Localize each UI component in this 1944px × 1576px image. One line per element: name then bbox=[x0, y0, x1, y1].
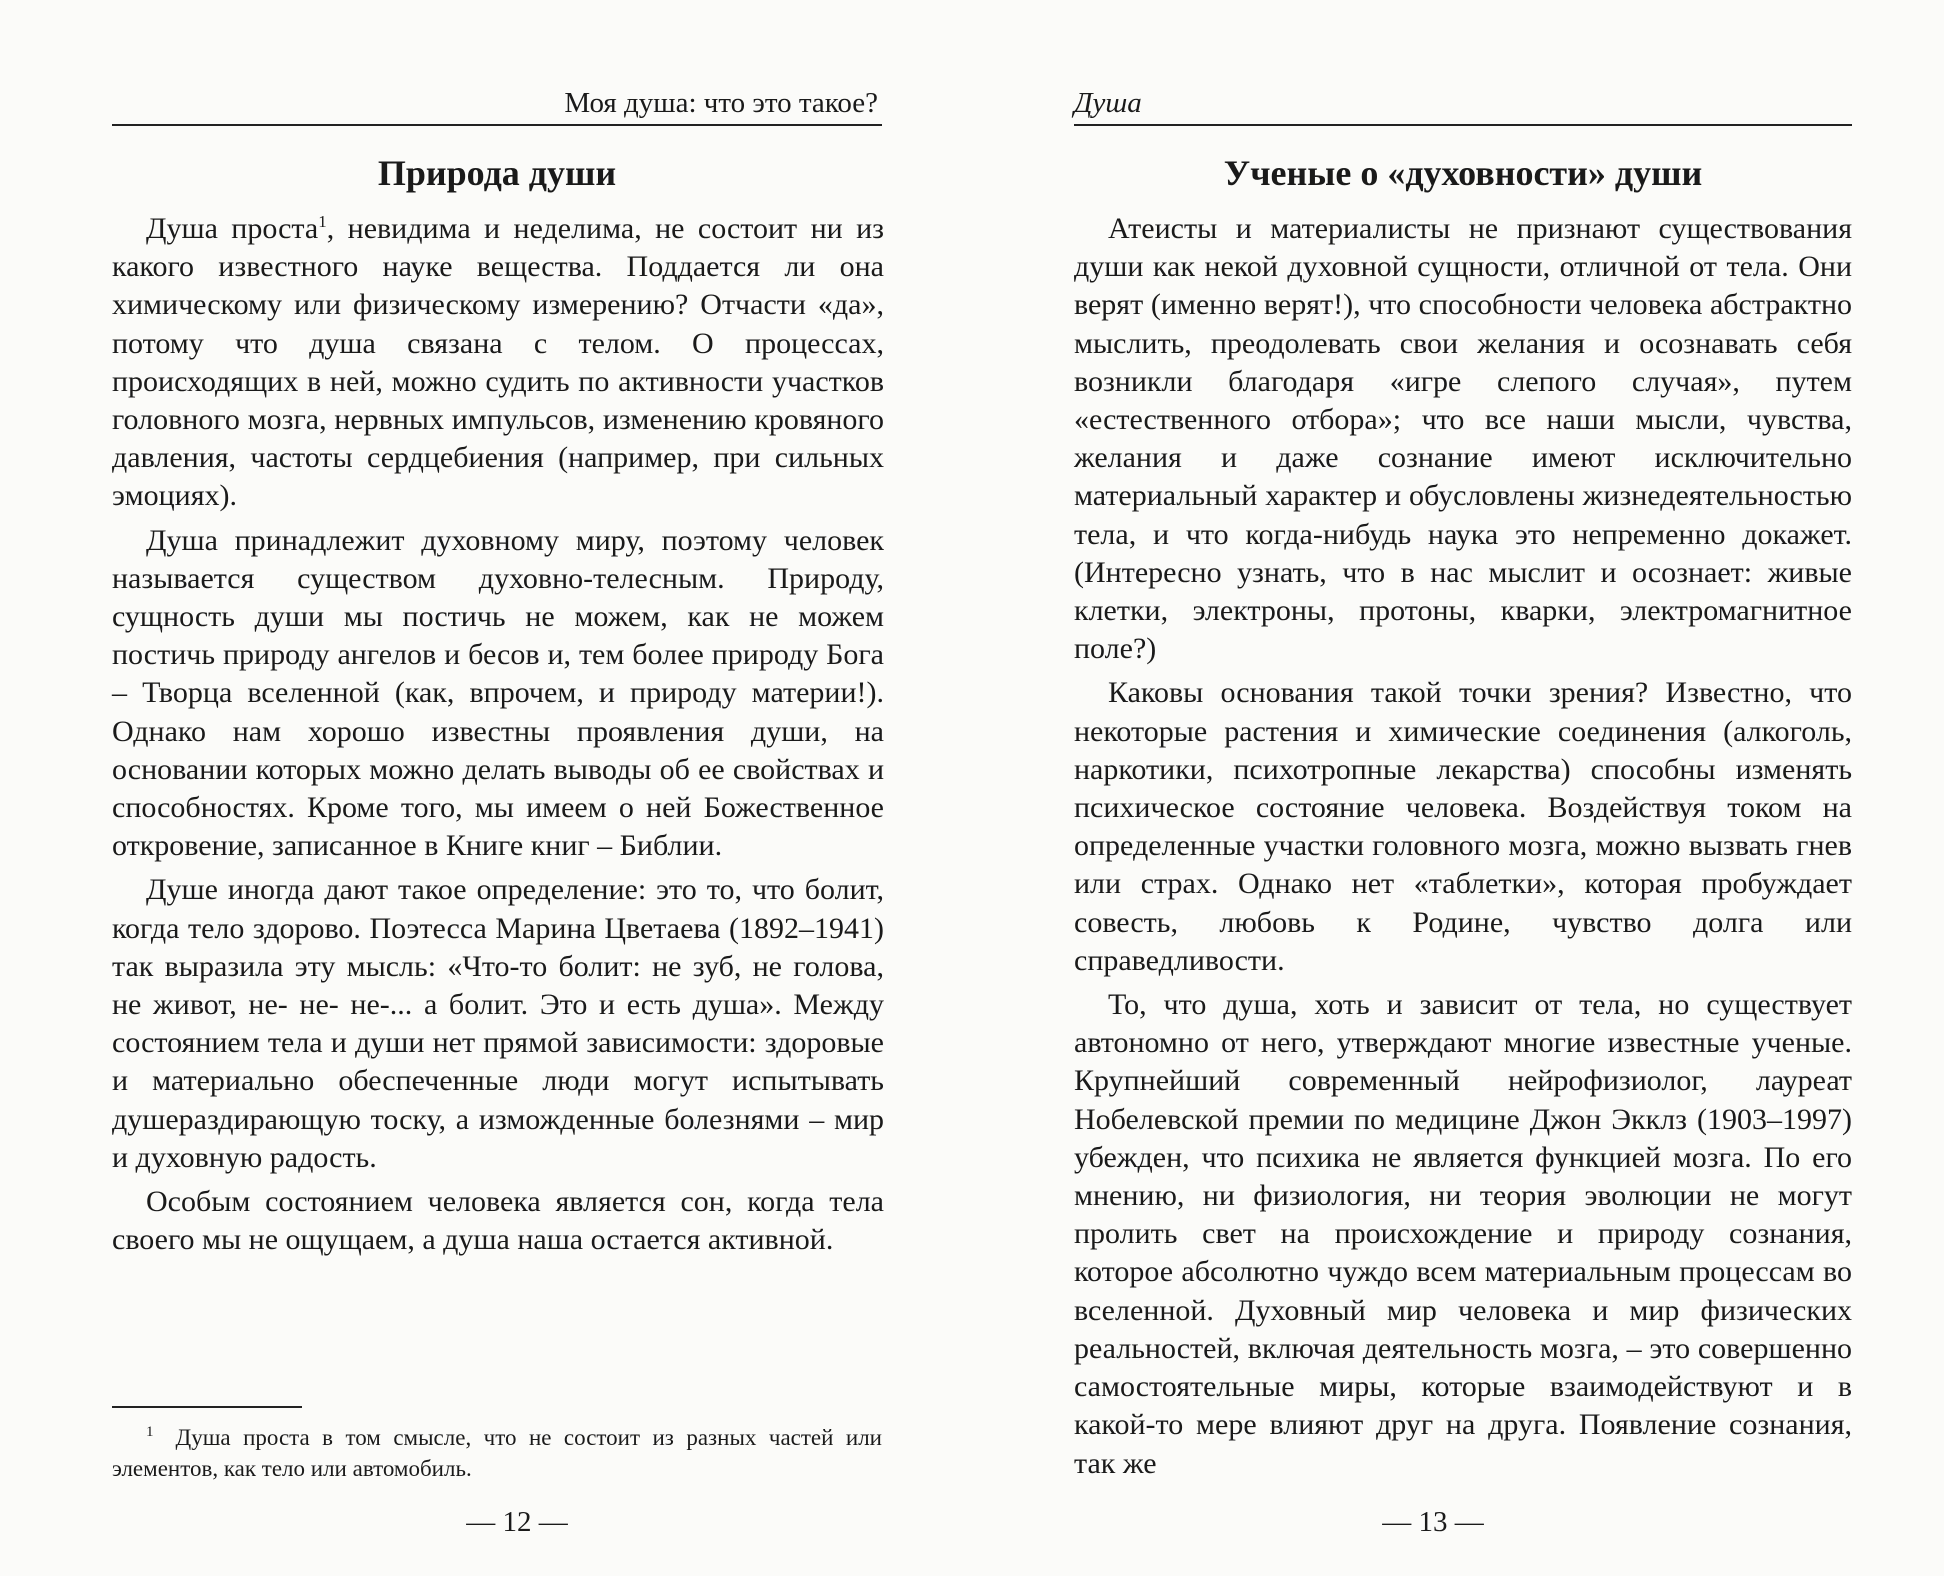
paragraph: Каковы основания такой точки зрения? Известно, что некоторые растения и химические соединения (алкоголь, наркотики, психотропные лекарства) способны изменять психическое состояние человека. Воздействуя током на определенные участки головного мозга, можно вызвать гнев или страх. Однако нет «таблетки», которая пробуждает совесть, любовь к Родине, чувство долга или справедливости. bbox=[1074, 676, 1852, 977]
footnote-divider bbox=[112, 1406, 302, 1408]
right-page bbox=[1074, 0, 1852, 1576]
chapter-title-left: Природа души bbox=[377, 153, 617, 193]
paragraph: Душе иногда дают такое определение: это то, что болит, когда тело здорово. Поэтесса Марина Цветаева (1892–1941) так выразила эту мысль: «Что-то болит: не зуб, не голова, не живот, не- не- не-... а болит. Это и есть душа». Между состоянием тела и души нет прямой зависимости: здоровые и материально обеспеченные люди могут испытывать душераздирающую тоску, а изможденные болезнями – мир и духовную радость. bbox=[112, 873, 884, 1174]
body-text-left bbox=[112, 210, 884, 1265]
footnote-reference: 1 bbox=[318, 212, 327, 231]
page-number-left: — 12 — bbox=[466, 1506, 568, 1538]
chapter-title-right: Ученые о «духовности» души bbox=[1223, 153, 1703, 193]
paragraph: Особым состоянием человека является сон, когда тела своего мы не ощущаем, а душа наша остается активной. bbox=[112, 1185, 884, 1257]
footnote-mark: 1 bbox=[146, 1424, 154, 1441]
page-number-right: — 13 — bbox=[1382, 1506, 1484, 1538]
paragraph: Душа принадлежит духовному миру, поэтому человек называется существом духовно-телесным. Природу, сущность души мы постичь не можем, как не можем постичь природу ангелов и бесов и, тем более природу Бога – Творца вселенной (как, впрочем, и природу материи!). Однако нам хорошо известны проявления души, на основании которых можно делать выводы об ее свойствах и способностях. Кроме того, мы имеем о ней Божественное откровение, записанное в Книге книг – Библии. bbox=[112, 523, 884, 863]
left-page bbox=[112, 0, 885, 1576]
footnote-text: Душа проста в том смысле, что не состоит из разных частей или элементов, как тело или автомобиль. bbox=[112, 1425, 882, 1481]
running-head-left: Моя душа: что это такое? bbox=[112, 86, 882, 126]
footnote bbox=[112, 1422, 882, 1484]
paragraph-text: , невидима и неделима, не состоит ни из какого известного науке вещества. Поддается ли она химическому или физическому измерению? Отчасти «да», потому что душа связана с телом. О процессах, происходящих в ней, можно судить по активности участков головного мозга, нервных импульсов, изменению кровяного давления, частоты сердцебиения (например, при сильных эмоциях). bbox=[112, 212, 885, 513]
body-text-right bbox=[1074, 210, 1852, 1489]
paragraph bbox=[112, 210, 884, 516]
paragraph-text: Душа проста bbox=[146, 212, 319, 245]
paragraph: То, что душа, хоть и зависит от тела, но существует автономно от него, утверждают многие известные ученые. Крупнейший современный нейрофизиолог, лауреат Нобелевской премии по медицине Джон Экклз (1903–1997) убежден, что психика не является функцией мозга. По его мнению, ни физиология, ни теория эволюции не могут пролить свет на происхождение и природу сознания, которое абсолютно чуждо всем материальным процессам во вселенной. Духовный мир человека и мир физических реальностей, включая деятельность мозга, – это совершенно самостоятельные миры, которые взаимодействуют и в какой-то мере влияют друг на друга. Появление сознания, так же bbox=[1074, 988, 1852, 1480]
paragraph: Атеисты и материалисты не признают существования души как некой духовной сущности, отличной от тела. Они верят (именно верят!), что способности человека абстрактно мыслить, преодолевать свои желания и осознавать себя возникли благодаря «игре слепого случая», путем «естественного отбора»; что все наши мысли, чувства, желания и даже сознание имеют исключительно материальный характер и обусловлены жизнедеятельностью тела, и что когда-нибудь наука это непременно докажет. (Интересно узнать, что в нас мыслит и осознает: живые клетки, электроны, протоны, кварки, электромагнитное поле?) bbox=[1074, 212, 1852, 666]
running-head-right: Душа bbox=[1074, 86, 1852, 126]
